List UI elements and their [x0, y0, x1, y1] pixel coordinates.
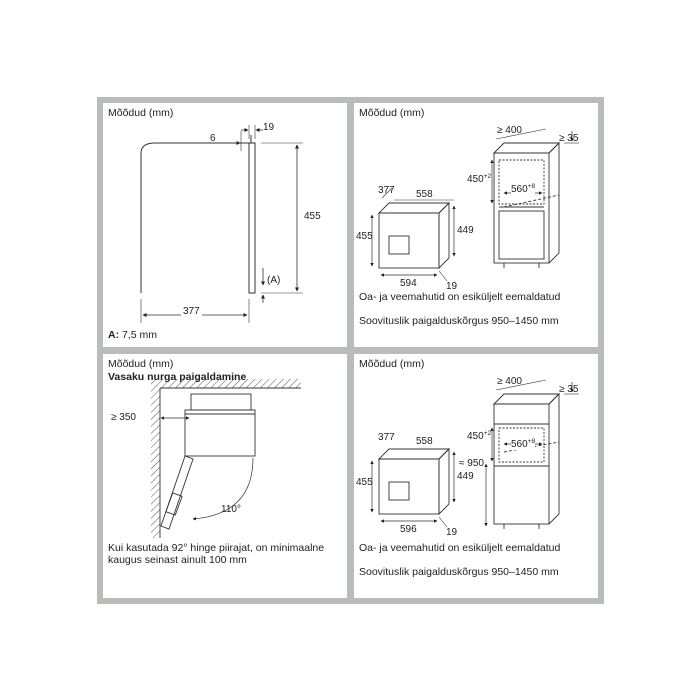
wall-gap-label: ≥ 350 — [111, 412, 136, 423]
niche-width-label — [511, 438, 535, 450]
install-height-note: Soovituslik paigalduskõrgus 950–1450 mm — [359, 566, 559, 578]
side-wall — [151, 388, 160, 538]
niche-height-base: 450 — [467, 174, 484, 185]
panel-title: Mõõdud (mm) — [108, 107, 174, 119]
side-gap-label: ≥ 35 — [559, 133, 579, 144]
depth-label: 377 — [183, 306, 200, 317]
tank-removed-note: Oa- ja veemahutid on esiküljelt eemaldatud — [359, 291, 561, 303]
opening-angle-label: 110° — [221, 504, 241, 515]
front-depth-label: 19 — [263, 122, 275, 133]
panel-niche-installation — [354, 103, 598, 347]
niche-depth-label: ≥ 400 — [497, 376, 522, 387]
a-marker-label: (A) — [267, 275, 281, 286]
panel-title: Mõõdud (mm) — [108, 358, 174, 370]
niche-height-label — [467, 173, 491, 185]
appliance-bottom-width-label: 596 — [400, 524, 417, 535]
niche-width-tolerance: +8 — [527, 183, 536, 190]
install-height-note: Soovituslik paigalduskõrgus 950–1450 mm — [359, 315, 559, 327]
panel-subtitle: Vasaku nurga paigaldamine — [108, 371, 247, 383]
dimension-sheet — [97, 97, 604, 604]
niche-height-tolerance: +2 — [483, 173, 492, 180]
legend-value: 7,5 mm — [122, 329, 158, 341]
open-door — [161, 456, 193, 529]
install-height-label: ≈ 950 — [459, 458, 484, 469]
niche-height-tolerance: +2 — [483, 430, 492, 437]
appliance-depth-label: 377 — [378, 185, 395, 196]
height-label: 455 — [304, 211, 321, 222]
tank-removed-note: Oa- ja veemahutid on esiküljelt eemaldatud — [359, 542, 561, 554]
cabinet-top — [191, 394, 251, 410]
appliance-width-label: 558 — [416, 436, 433, 447]
appliance-top-view — [185, 410, 255, 456]
panel-title: Mõõdud (mm) — [359, 107, 425, 119]
niche-width-base: 560 — [511, 184, 528, 195]
front-panel — [249, 143, 255, 293]
panel-tall-unit-installation — [354, 354, 598, 598]
appliance-bottom-width-label: 594 — [400, 278, 417, 289]
niche-width-label — [511, 183, 535, 195]
top-gap-label: 6 — [210, 133, 216, 144]
appliance-height-label: 455 — [356, 231, 373, 242]
cabinet-front — [494, 153, 549, 263]
appliance-body-outline — [141, 143, 249, 293]
front-depth-label: 19 — [446, 281, 458, 292]
appliance-depth-label: 377 — [378, 432, 395, 443]
side-gap-label: ≥ 35 — [559, 384, 579, 395]
appliance-inner-height-label: 449 — [457, 471, 474, 482]
front-depth-label: 19 — [446, 527, 458, 538]
appliance-width-label: 558 — [416, 189, 433, 200]
niche-width-base: 560 — [511, 439, 528, 450]
niche-width-tolerance: +8 — [527, 438, 536, 445]
appliance-inner-height-label: 449 — [457, 225, 474, 236]
panel-title: Mõõdud (mm) — [359, 358, 425, 370]
niche-depth-label: ≥ 400 — [497, 125, 522, 136]
side-view-drawing — [103, 103, 347, 347]
niche-height-label — [467, 430, 491, 442]
panel-corner-installation — [103, 354, 347, 598]
niche-height-base: 450 — [467, 431, 484, 442]
legend-note — [108, 329, 157, 341]
tall-cabinet-front — [494, 404, 549, 524]
appliance-height-label: 455 — [356, 477, 373, 488]
hinge-limiter-note: Kui kasutada 92° hinge piirajat, on minimaalne kaugus seinast ainult 100 mm — [108, 542, 325, 566]
panel-side-view — [103, 103, 347, 347]
legend-key: A: — [108, 329, 120, 341]
